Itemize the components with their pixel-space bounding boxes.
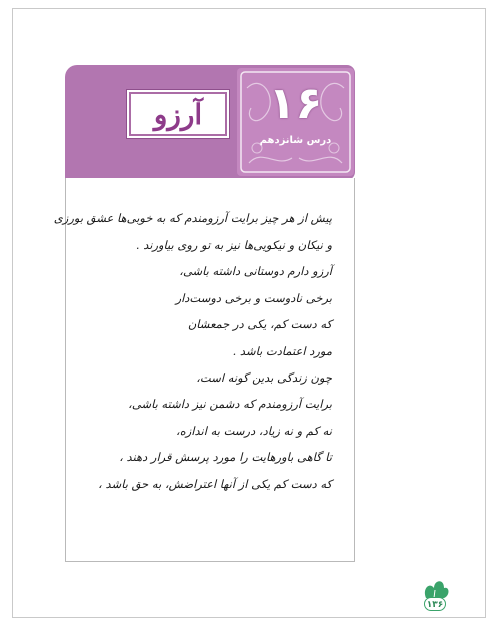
poem-line: برایت آرزومندم که دشمن نیز داشته باشی، xyxy=(128,397,332,412)
poem-line: پیش از هر چیز برایت آرزومندم که به خوبی‌ها عشق بورزی xyxy=(53,211,332,225)
poem-line: مورد اعتمادت باشد . xyxy=(232,343,332,358)
poem-text xyxy=(53,205,332,498)
poem-line: چون زندگی بدین گونه است، xyxy=(196,370,332,385)
lesson-title: آرزو xyxy=(153,97,203,131)
poem-line: برخی نادوست و برخی دوست‌دار xyxy=(175,290,332,305)
page-number: ۱۳۶ xyxy=(424,597,446,611)
poem-line: که دست کم یکی از آنها اعتراضش، به حق باشد ، xyxy=(98,476,332,491)
lesson-caption: درس شانزدهم xyxy=(259,135,332,146)
lesson-number: ۱۶ xyxy=(268,78,323,129)
poem-line: آرزو دارم دوستانی داشته باشی، xyxy=(179,264,332,279)
poem-line: که دست کم، یکی در جمعشان xyxy=(187,317,332,332)
poem-line: و نیکان و نیکویی‌ها نیز به تو روی بیاورند . xyxy=(135,237,332,252)
lesson-title-box xyxy=(129,92,227,136)
poem-line: نه کم و نه زیاد، درست به اندازه، xyxy=(176,423,332,438)
poem-line: تا گاهی باورهایت را مورد پرسش قرار دهند ، xyxy=(119,450,332,465)
lesson-number-badge xyxy=(237,68,354,176)
